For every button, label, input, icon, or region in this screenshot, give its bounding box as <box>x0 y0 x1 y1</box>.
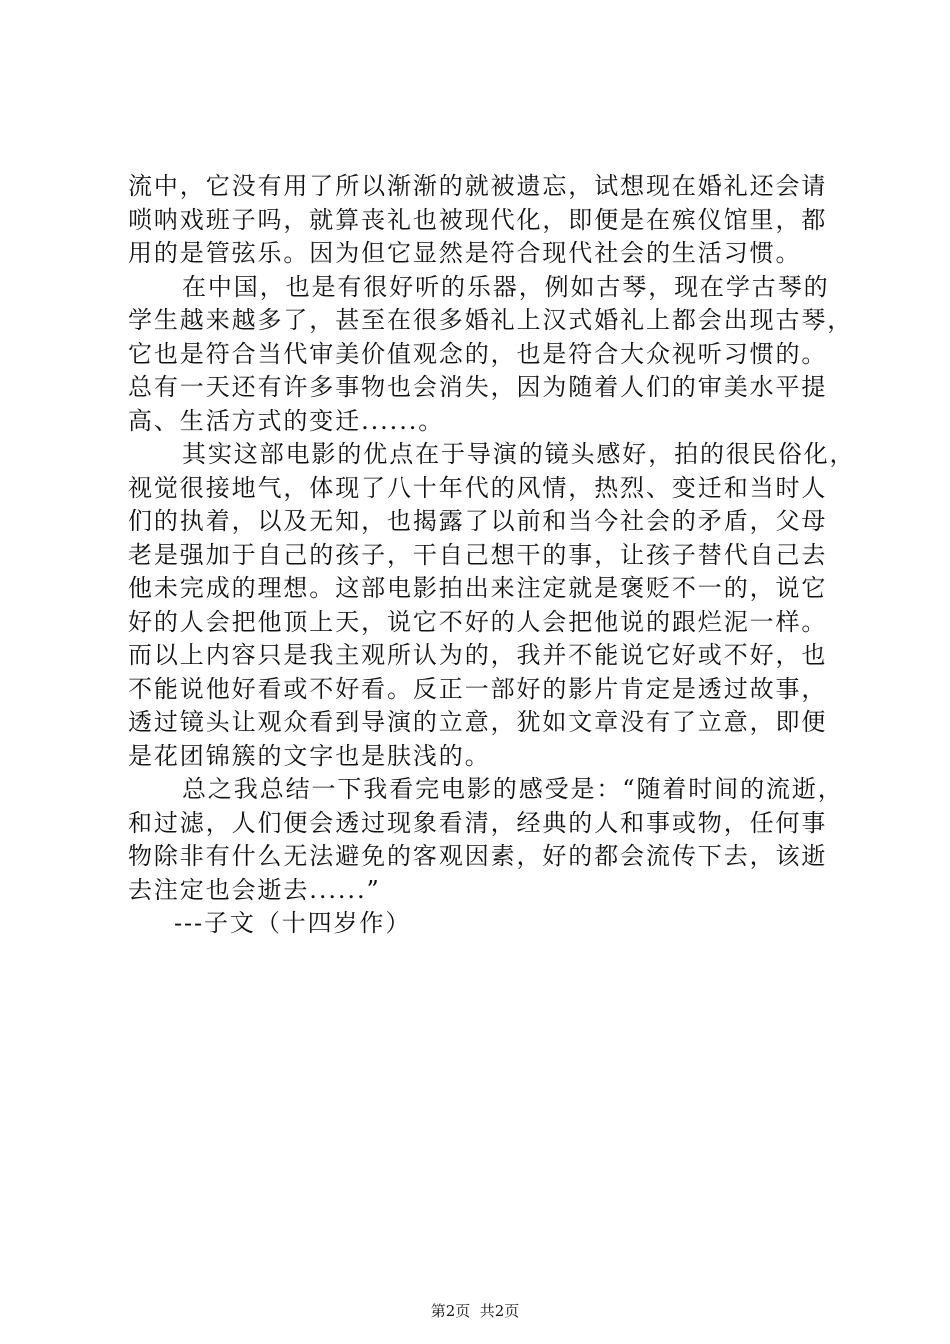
text-line: 唢呐戏班子吗，就算丧礼也被现代化，即便是在殡仪馆里，都 <box>128 205 828 234</box>
text-line: 透过镜头让观众看到导演的立意，犹如文章没有了立意，即便 <box>128 708 828 736</box>
paragraph-first-line: 其实这部电影的优点在于导演的镜头感好，拍的很民俗化， <box>182 440 856 468</box>
text-line: 总有一天还有许多事物也会消失，因为随着人们的审美水平提 <box>128 373 828 401</box>
page-number: 第2页 共2页 <box>430 1302 520 1320</box>
text-line: 流中，它没有用了所以渐渐的就被遗忘，试想现在婚礼还会请 <box>128 172 828 200</box>
text-line: 用的是管弦乐。因为但它显然是符合现代社会的生活习惯。 <box>128 239 802 267</box>
text-line: 是花团锦簇的文字也是肤浅的。 <box>128 741 491 770</box>
text-line: 不能说他好看或不好看。反正一部好的影片肯定是透过故事， <box>128 674 828 703</box>
text-line: 而以上内容只是我主观所认为的，我并不能说它好或不好，也 <box>128 641 828 669</box>
text-line: 它也是符合当代审美价值观念的，也是符合大众视听习惯的。 <box>128 339 828 368</box>
text-line: 去注定也会逝去......” <box>128 875 381 904</box>
text-line: 他未完成的理想。这部电影拍出来注定就是褒贬不一的，说它 <box>128 574 828 602</box>
text-line: 和过滤，人们便会透过现象看清，经典的人和事或物，任何事 <box>128 808 828 837</box>
text-line: 物除非有什么无法避免的客观因素，好的都会流传下去，该逝 <box>128 842 828 870</box>
paragraph-first-line: 在中国，也是有很好听的乐器，例如古琴，现在学古琴的 <box>182 272 830 301</box>
text-line: 好的人会把他顶上天，说它不好的人会把他说的跟烂泥一样。 <box>128 607 828 636</box>
article-body <box>128 170 856 941</box>
text-line: 视觉很接地气，体现了八十年代的风情，热烈、变迁和当时人 <box>128 473 828 502</box>
text-line: 学生越来越多了，甚至在很多婚礼上汉式婚礼上都会出现古琴， <box>128 306 854 334</box>
text-line: 老是强加于自己的孩子，干自己想干的事，让孩子替代自己去 <box>128 540 828 569</box>
author-signature: ---子文（十四岁作） <box>174 909 412 937</box>
text-line: 高、生活方式的变迁......。 <box>128 406 445 435</box>
page-footer <box>0 1300 950 1321</box>
paragraph-first-line: 总之我总结一下我看完电影的感受是：“随着时间的流逝， <box>182 775 844 803</box>
text-line: 们的执着，以及无知，也揭露了以前和当今社会的矛盾，父母 <box>128 507 828 535</box>
